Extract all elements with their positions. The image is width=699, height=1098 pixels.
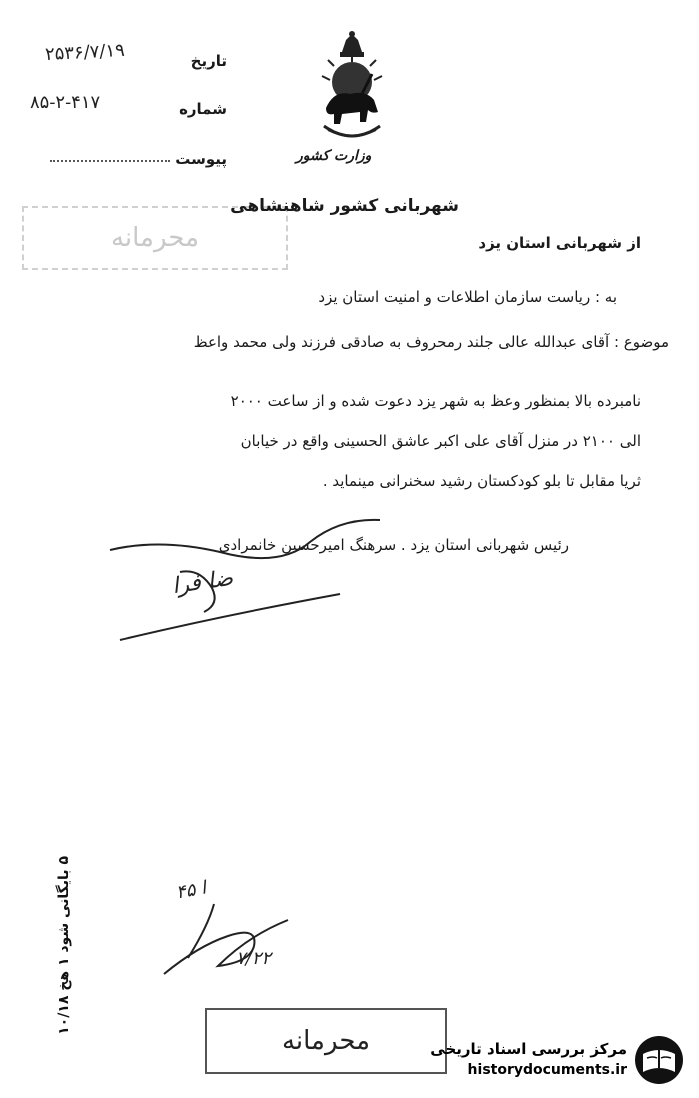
vertical-filing-note [56, 856, 96, 1056]
body-line-3: ثریا مقابل تا بلو کودکستان رشید سخنرانی مینماید . [322, 472, 641, 490]
from-line: از شهربانی استان یزد [478, 234, 641, 252]
organization-title: شهربانی کشور شاهنشاهی [230, 196, 459, 216]
watermark-url: historydocuments.ir [467, 1062, 627, 1078]
signature-text: ضا فرا [170, 565, 235, 600]
to-line: به : ریاست سازمان اطلاعات و امنیت استان یزد [318, 288, 617, 306]
number-label: شماره [179, 100, 227, 118]
body-line-1: نامبرده بالا بمنظور وعظ به شهر یزد دعوت شده و از ساعت ۲۰۰۰ [230, 392, 641, 410]
watermark [429, 1032, 689, 1088]
watermark-title: مرکز بررسی اسناد تاریخی [430, 1040, 627, 1058]
confidential-stamp-bottom [205, 1008, 447, 1074]
confidential-stamp-top-text: محرمانه [110, 223, 200, 253]
subject-line: موضوع : آقای عبدالله عالی جلند رمحروف به صادقی فرزند ولی محمد واعظ [193, 333, 669, 351]
date-label: تاریخ [190, 52, 227, 70]
handwritten-date: ۷/۲۲ [236, 948, 272, 969]
signer-line: رئیس شهربانی استان یزد . سرهنگ امیرحسین خانمرادی [218, 536, 569, 554]
vertical-filing-note-text: ۵ بایگانی شود ۱ هخ ۱۰/۱۸ [56, 856, 72, 1035]
initial-text: ا ۴۵ [174, 877, 208, 904]
initial-scribble-icon [158, 896, 308, 986]
date-value: ۲۵۳۶/۷/۱۹ [44, 39, 126, 66]
attachment-dotted-line [50, 148, 170, 162]
number-value: ۸۵-۲-۴۱۷ [30, 92, 101, 113]
signature-scribble-icon [100, 508, 420, 648]
lion-and-sun-emblem-icon [312, 30, 392, 148]
ministry-label: وزارت کشور [296, 148, 372, 164]
body-line-2: الی ۲۱۰۰ در منزل آقای علی اکبر عاشق الحسینی واقع در خیابان [240, 432, 641, 450]
attachment-label: پیوست [175, 150, 227, 168]
confidential-stamp-bottom-text: محرمانه [281, 1026, 371, 1056]
document-archive-logo-icon [633, 1034, 685, 1086]
